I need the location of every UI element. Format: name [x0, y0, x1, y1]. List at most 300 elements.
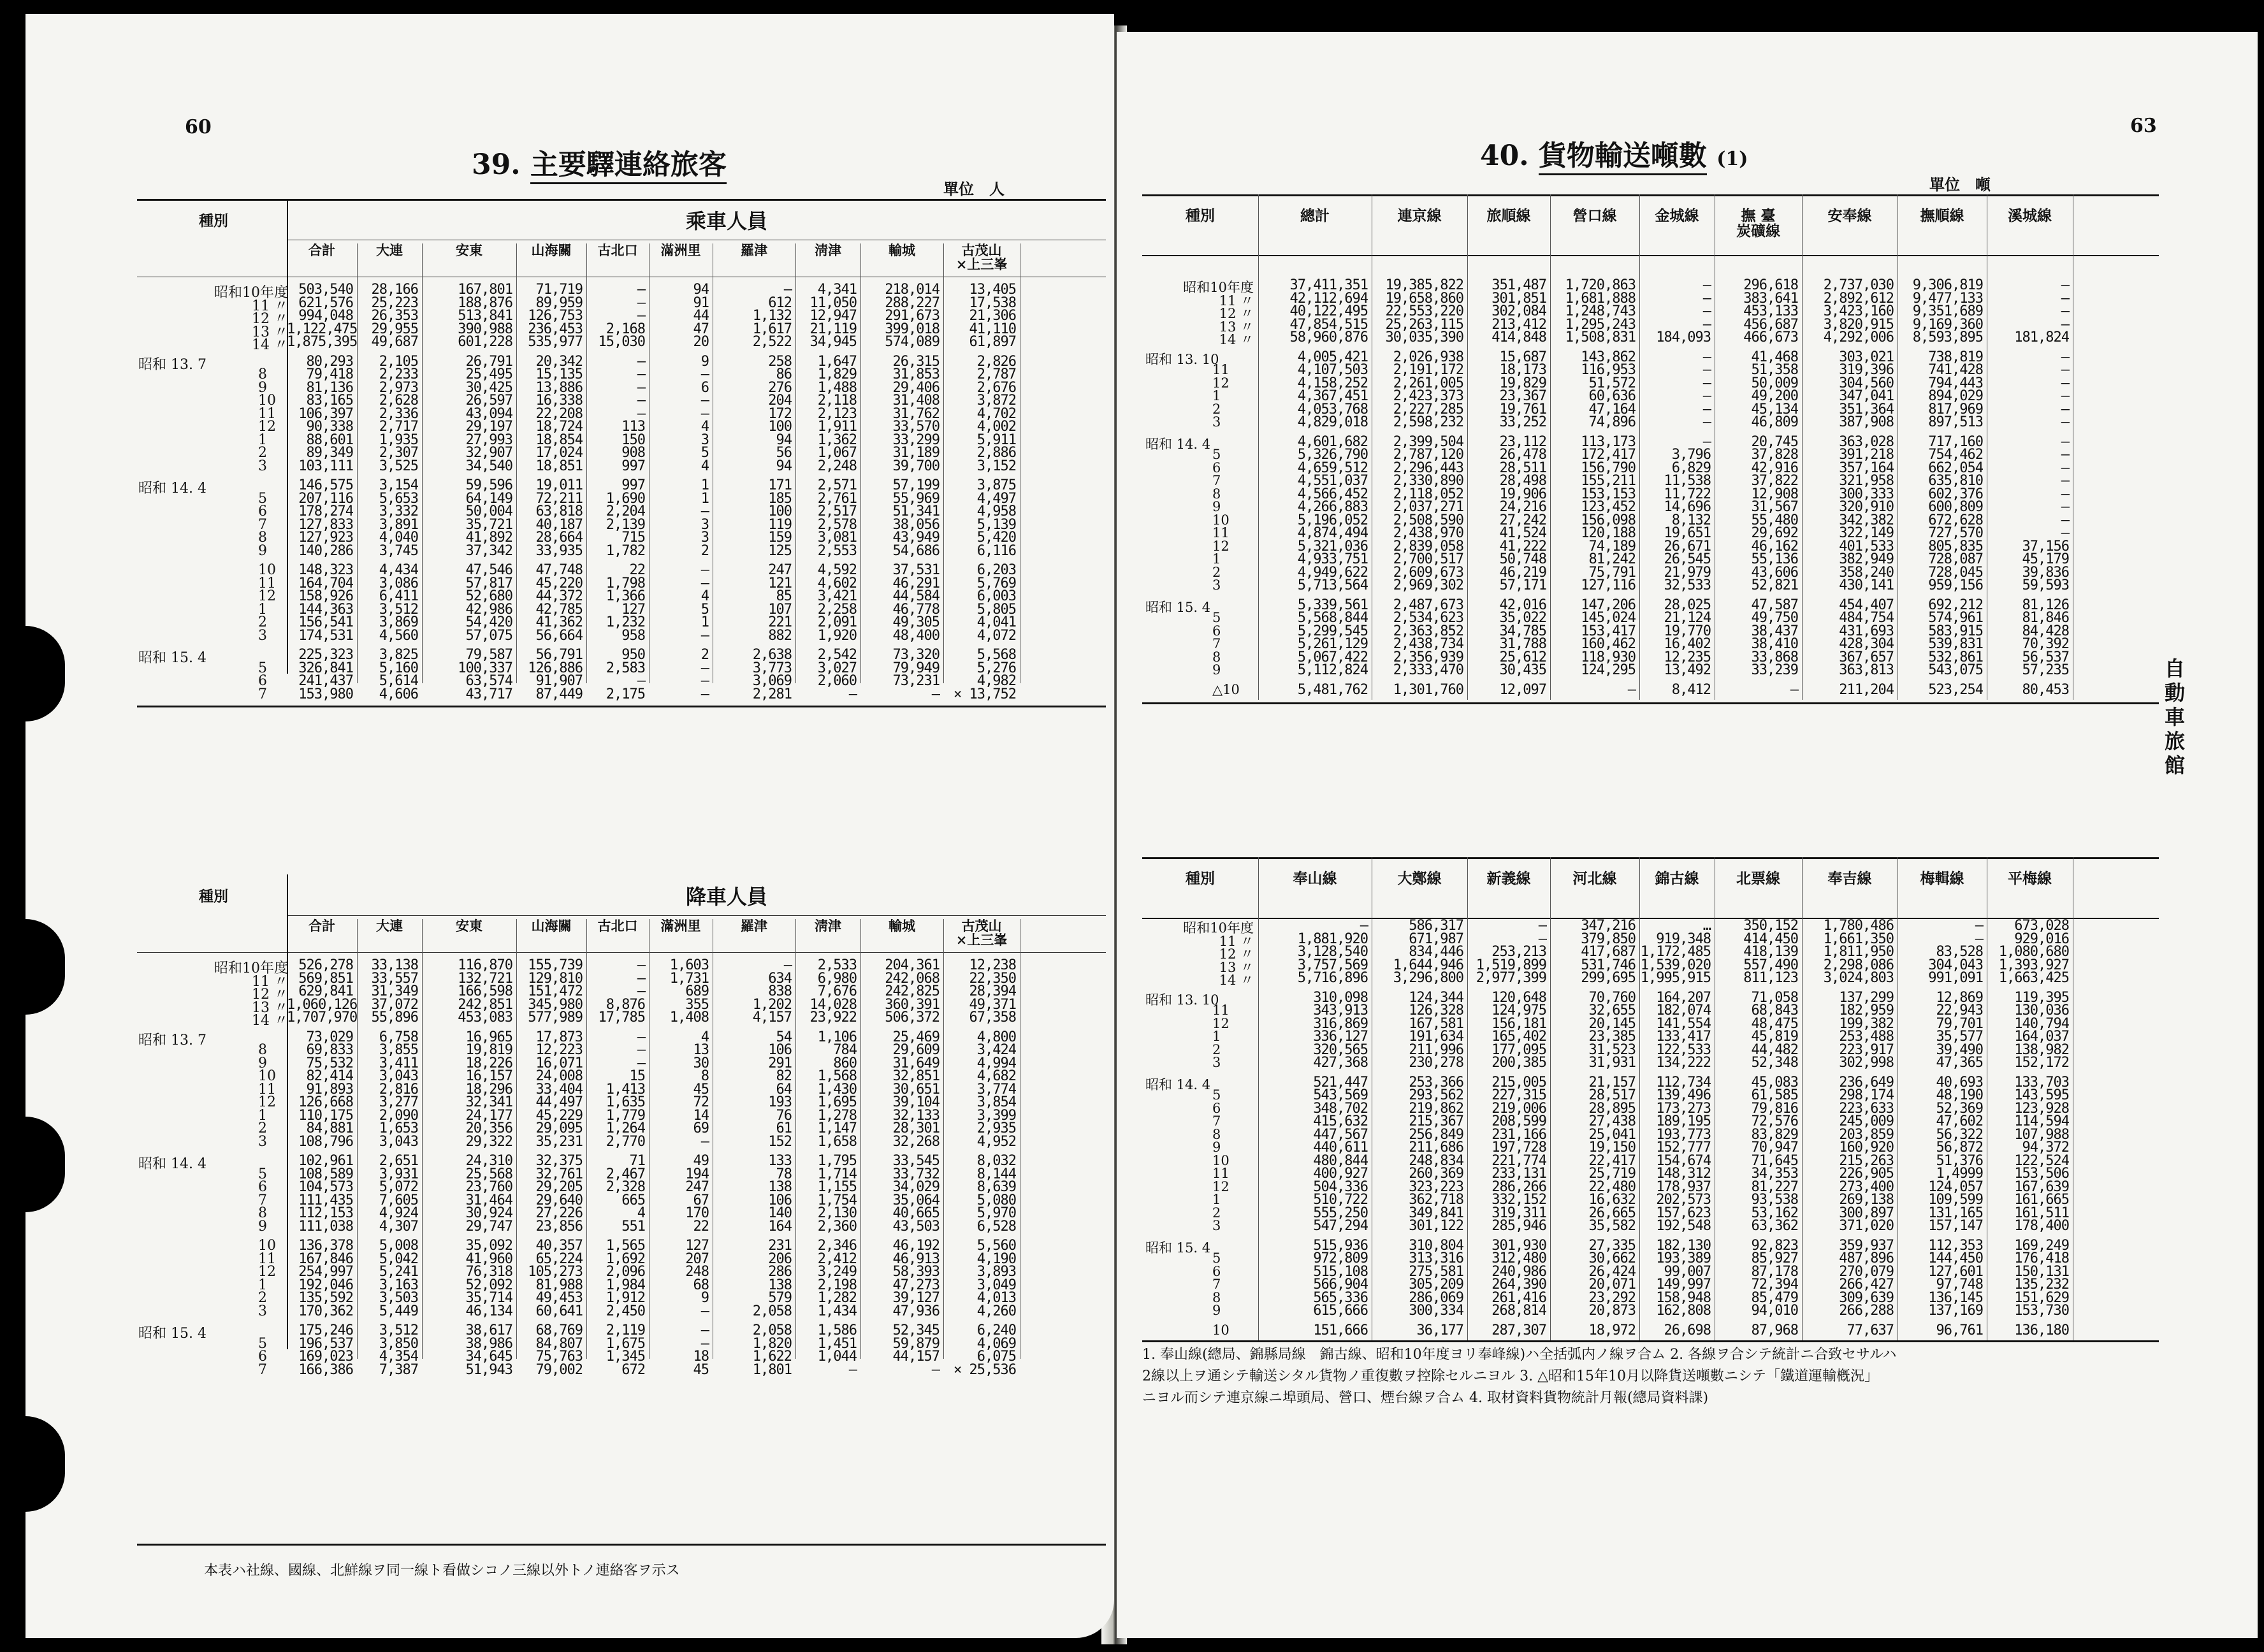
- column-header: 古北口: [597, 918, 638, 934]
- cell-value: 6,116: [976, 542, 1016, 559]
- cell-value: 326,841: [298, 660, 353, 676]
- cell-value: 13,886: [535, 379, 583, 396]
- cell-value: 85: [776, 588, 792, 604]
- cell-value: 33,935: [535, 542, 583, 559]
- cell-value: 113,173: [1581, 433, 1636, 450]
- section-title: 乘車人員: [685, 209, 767, 233]
- cell-value: 838: [768, 983, 792, 999]
- cell-value: 73,029: [306, 1029, 353, 1045]
- cell-value: 120,188: [1581, 525, 1636, 541]
- cell-value: 3,825: [379, 647, 418, 663]
- cell-value: 2,609,673: [1393, 564, 1463, 581]
- cell-value: 5,614: [379, 673, 418, 689]
- cell-value: —: [2061, 512, 2069, 528]
- cell-value: 94,010: [1751, 1303, 1798, 1319]
- cell-value: 158,926: [298, 588, 353, 604]
- cell-value: 26,671: [1664, 538, 1711, 554]
- cell-value: 203,859: [1839, 1126, 1894, 1143]
- cell-value: 48,190: [1936, 1087, 1983, 1103]
- cell-value: 211,686: [1409, 1140, 1463, 1156]
- cell-value: 4,260: [976, 1303, 1016, 1319]
- block-top-rule: [1142, 857, 2159, 859]
- cell-value: 41,524: [1499, 525, 1546, 541]
- header-bottom-rule: [137, 952, 1106, 953]
- cell-value: 4,952: [976, 1133, 1016, 1150]
- cell-value: 583,915: [1928, 623, 1983, 639]
- cell-value: 116,870: [458, 957, 512, 973]
- cell-value: 1,248,743: [1565, 303, 1636, 319]
- cell-value: 204,361: [885, 957, 940, 973]
- cell-value: 431,693: [1839, 623, 1894, 639]
- cell-value: 2,977,399: [1476, 970, 1546, 986]
- cell-value: 3,869: [379, 614, 418, 630]
- row-label: 3: [258, 627, 267, 644]
- cell-value: 2,522: [752, 334, 792, 350]
- cell-value: 94: [776, 458, 792, 474]
- cell-value: 41,892: [465, 530, 512, 546]
- page-number: 60: [185, 116, 212, 138]
- cell-value: 72,211: [535, 490, 583, 507]
- cell-value: 1,912: [606, 1290, 645, 1306]
- row-label: 10: [258, 393, 276, 409]
- cell-value: —: [783, 957, 792, 973]
- cell-value: 5,072: [379, 1179, 418, 1195]
- cell-value: 3,296,800: [1393, 970, 1463, 986]
- row-label: 5: [258, 490, 267, 507]
- cell-value: 2,058: [752, 1303, 792, 1319]
- cell-value: 89,349: [306, 445, 353, 461]
- cell-value: 1,430: [817, 1081, 857, 1098]
- cell-value: 672,628: [1928, 512, 1983, 528]
- cell-value: 26,698: [1664, 1322, 1711, 1338]
- cell-value: 2,935: [976, 1120, 1016, 1136]
- cell-value: 53,162: [1751, 1205, 1798, 1221]
- cell-value: —: [2061, 277, 2069, 293]
- cell-value: 35,092: [465, 1238, 512, 1254]
- cell-value: 1,920: [817, 627, 857, 644]
- cell-value: 415,632: [1313, 1113, 1368, 1129]
- cell-value: 56: [776, 445, 792, 461]
- cell-value: 23,856: [535, 1218, 583, 1235]
- cell-value: 33,299: [892, 431, 940, 448]
- row-label: 11 〃: [1219, 293, 1254, 308]
- cell-value: 286: [768, 1264, 792, 1280]
- cell-value: 165,402: [1491, 1029, 1546, 1045]
- cell-value: 149,997: [1656, 1277, 1711, 1293]
- row-label: 昭和 15. 4: [1145, 599, 1211, 615]
- cell-value: 106: [768, 1192, 792, 1208]
- column-header: 溪城線: [2008, 207, 2052, 224]
- cell-value: 178,274: [298, 504, 353, 519]
- cell-value: 157,623: [1656, 1205, 1711, 1221]
- cell-value: 2,761: [817, 490, 857, 507]
- cell-value: 959,156: [1928, 577, 1983, 593]
- row-label: 11: [258, 1081, 276, 1098]
- cell-value: 2,363,852: [1393, 623, 1463, 639]
- cell-value: 2,438,970: [1393, 525, 1463, 541]
- cell-value: 46,134: [465, 1303, 512, 1319]
- cell-value: 1,488: [817, 379, 857, 396]
- cell-value: 1,995,915: [1640, 970, 1711, 986]
- column-header: 總計: [1300, 207, 1330, 224]
- cell-value: 2,787: [976, 366, 1016, 382]
- cell-value: 44: [693, 308, 709, 324]
- cell-value: 351,364: [1839, 401, 1894, 417]
- cell-value: 188,876: [458, 294, 512, 311]
- cell-value: 64: [776, 1081, 792, 1098]
- cell-value: 124,975: [1491, 1003, 1546, 1018]
- cell-value: 15: [629, 1068, 645, 1084]
- cell-value: 1,681,888: [1565, 290, 1636, 307]
- cell-value: 137,299: [1839, 989, 1894, 1006]
- cell-value: 79,587: [465, 647, 512, 663]
- cell-value: 22: [629, 562, 645, 578]
- cell-value: 543,075: [1928, 662, 1983, 678]
- cell-value: 211,996: [1409, 1041, 1463, 1058]
- cell-value: 32,533: [1664, 577, 1711, 593]
- cell-value: 480,844: [1313, 1152, 1368, 1169]
- cell-value: —: [2061, 433, 2069, 450]
- row-label: 昭和10年度: [214, 960, 288, 976]
- cell-value: 20,342: [535, 353, 583, 370]
- cell-value: 156,181: [1491, 1015, 1546, 1032]
- cell-value: 79,816: [1751, 1100, 1798, 1117]
- cell-value: 2,336: [379, 405, 418, 422]
- cell-value: 241,437: [298, 673, 353, 689]
- cell-value: 55,969: [892, 490, 940, 507]
- row-label: 14 〃: [1219, 332, 1254, 347]
- cell-value: 106: [768, 1042, 792, 1058]
- cell-value: 515,936: [1313, 1237, 1368, 1254]
- cell-value: 4,682: [976, 1068, 1016, 1084]
- cell-value: 741,428: [1928, 362, 1983, 378]
- cell-value: 12,947: [809, 308, 857, 324]
- row-label: 8: [1212, 486, 1221, 502]
- cell-value: 35,231: [535, 1133, 583, 1150]
- cell-value: 2,258: [817, 601, 857, 618]
- cell-value: 484,754: [1839, 610, 1894, 626]
- cell-value: 20,745: [1751, 433, 1798, 450]
- cell-value: 727,570: [1928, 525, 1983, 541]
- cell-value: 242,851: [458, 996, 512, 1013]
- column-header: 安東: [456, 918, 483, 934]
- column-divider: [1467, 194, 1468, 700]
- cell-value: 897,513: [1928, 414, 1983, 430]
- row-label: 2: [258, 445, 267, 461]
- row-label: 5: [258, 660, 267, 676]
- cell-value: 5,261,129: [1297, 636, 1368, 652]
- cell-value: 2,676: [976, 379, 1016, 396]
- column-header: 撫順線: [1920, 207, 1964, 224]
- cell-value: 300,334: [1409, 1303, 1463, 1319]
- cell-value: 2,438,734: [1393, 636, 1463, 652]
- cell-value: 170,362: [298, 1303, 353, 1319]
- cell-value: 5,326,790: [1297, 447, 1368, 463]
- cell-value: 5,653: [379, 490, 418, 507]
- cell-value: 37,411,351: [1289, 277, 1368, 293]
- cell-value: 122,533: [1656, 1041, 1711, 1058]
- cell-value: 46,778: [892, 601, 940, 618]
- cell-value: 13: [693, 1042, 709, 1058]
- column-divider: [1550, 194, 1551, 700]
- cell-value: 635,810: [1928, 473, 1983, 489]
- cell-value: —: [848, 1361, 857, 1378]
- cell-value: 29,955: [371, 321, 418, 337]
- cell-value: 22,208: [535, 405, 583, 422]
- cell-value: 555,250: [1313, 1205, 1368, 1221]
- cell-value: 39,836: [2022, 564, 2069, 581]
- cell-value: 182,959: [1839, 1003, 1894, 1018]
- cell-value: 151,666: [1313, 1322, 1368, 1338]
- cell-value: 4,002: [976, 419, 1016, 435]
- cell-value: 4,367,451: [1297, 388, 1368, 404]
- row-label: 12: [1212, 1178, 1230, 1194]
- cell-value: 430,141: [1839, 577, 1894, 593]
- cell-value: 21,157: [1588, 1074, 1636, 1090]
- cell-value: 17,873: [535, 1029, 583, 1045]
- cell-value: 140,286: [298, 542, 353, 559]
- cell-value: 347,041: [1839, 388, 1894, 404]
- cell-value: 17,024: [535, 445, 583, 461]
- cell-value: 273,400: [1839, 1178, 1894, 1195]
- cell-value: 236,649: [1839, 1074, 1894, 1090]
- cell-value: 29,747: [465, 1218, 512, 1235]
- row-label: 9: [258, 379, 267, 396]
- cell-value: 63,362: [1751, 1218, 1798, 1234]
- cell-value: 689: [685, 983, 709, 999]
- cell-value: 63,574: [465, 673, 512, 689]
- column-header: 山海關: [531, 918, 572, 934]
- cell-value: 83,165: [306, 393, 353, 409]
- cell-value: 4: [700, 458, 709, 474]
- row-label: 6: [258, 1179, 267, 1195]
- cell-value: 46,162: [1751, 538, 1798, 554]
- cell-value: 49,687: [371, 334, 418, 350]
- cell-value: 1,508,831: [1565, 330, 1636, 345]
- cell-value: 22,417: [1588, 1152, 1636, 1169]
- cell-value: 5,112,824: [1297, 662, 1368, 678]
- cell-value: 301,122: [1409, 1218, 1463, 1234]
- cell-value: 151,472: [528, 983, 583, 999]
- cell-value: 132,721: [458, 970, 512, 987]
- cell-value: 7,605: [379, 1192, 418, 1208]
- cell-value: 612: [768, 294, 792, 311]
- cell-value: 169,249: [2014, 1237, 2069, 1254]
- cell-value: 5,970: [976, 1205, 1016, 1221]
- cell-value: 253,366: [1409, 1074, 1463, 1090]
- cell-value: —: [1702, 362, 1711, 378]
- cell-value: 320,565: [1313, 1041, 1368, 1058]
- cell-value: 417,687: [1581, 944, 1636, 960]
- cell-value: 362,718: [1409, 1192, 1463, 1208]
- cell-value: 1,539,020: [1640, 957, 1711, 973]
- cell-value: 29,692: [1751, 525, 1798, 541]
- cell-value: 882: [768, 627, 792, 644]
- cell-value: 4,292,006: [1823, 330, 1894, 345]
- cell-value: 291,673: [885, 308, 940, 324]
- cell-value: 167,801: [458, 282, 512, 298]
- cell-value: —: [1538, 931, 1546, 947]
- row-label: 1: [258, 1277, 267, 1293]
- cell-value: 2,467: [606, 1166, 645, 1182]
- row-label: 1: [1212, 388, 1221, 403]
- row-label: 3: [258, 458, 267, 474]
- cell-value: 159: [768, 530, 792, 546]
- row-label: 6: [1212, 1263, 1221, 1279]
- cell-value: 515,108: [1313, 1263, 1368, 1280]
- cell-value: 81,846: [2022, 610, 2069, 626]
- cell-value: 21,124: [1664, 610, 1711, 626]
- cell-value: 532,861: [1928, 649, 1983, 665]
- cell-value: 219,006: [1491, 1100, 1546, 1117]
- cell-value: 29,609: [892, 1042, 940, 1058]
- cell-value: —: [1702, 290, 1711, 307]
- cell-value: 93,538: [1751, 1192, 1798, 1208]
- cell-value: 2,542: [817, 647, 857, 663]
- row-label: 2: [1212, 1041, 1221, 1057]
- cell-value: 3,512: [379, 1322, 418, 1338]
- cell-value: 6,240: [976, 1322, 1016, 1338]
- row-label: 昭和 13. 10: [1145, 992, 1219, 1008]
- cell-value: 440,611: [1313, 1140, 1368, 1156]
- column-header: 輸城: [889, 242, 915, 258]
- row-label: 昭和10年度: [214, 285, 288, 301]
- cell-value: 3,081: [817, 530, 857, 546]
- cell-value: 49,371: [969, 996, 1016, 1013]
- cell-value: 4,053,768: [1297, 401, 1368, 417]
- cell-value: 12,235: [1664, 649, 1711, 665]
- cell-value: 2,628: [379, 393, 418, 409]
- cell-value: 22,553,220: [1385, 303, 1463, 319]
- cell-value: 26,315: [892, 353, 940, 370]
- cell-value: 32,907: [465, 445, 512, 461]
- cell-value: 136,145: [1928, 1289, 1983, 1306]
- cell-value: 97,748: [1936, 1277, 1983, 1293]
- cell-value: 204: [768, 393, 792, 409]
- row-label: 12: [258, 588, 276, 604]
- cell-value: 4,341: [817, 282, 857, 298]
- cell-value: 25,263,115: [1385, 316, 1463, 333]
- cell-value: 56,322: [1936, 1126, 1983, 1143]
- cell-value: 71,058: [1751, 989, 1798, 1006]
- cell-value: 1,661,350: [1823, 931, 1894, 947]
- cell-value: 309,639: [1839, 1289, 1894, 1306]
- cell-value: 2,281: [752, 686, 792, 702]
- cell-value: 48,475: [1751, 1015, 1798, 1032]
- cell-value: 150,131: [2014, 1263, 2069, 1280]
- cell-value: 70,947: [1751, 1140, 1798, 1156]
- cell-value: 1,780,486: [1823, 918, 1894, 934]
- cell-value: 4,994: [976, 1055, 1016, 1071]
- cell-value: 27,335: [1588, 1237, 1636, 1254]
- cell-value: 5,481,762: [1297, 681, 1368, 698]
- cell-value: 551: [621, 1218, 645, 1235]
- row-label: 11: [1212, 525, 1230, 540]
- cell-value: 1,155: [817, 1179, 857, 1195]
- cell-value: 69,833: [306, 1042, 353, 1058]
- cell-value: 143,862: [1581, 349, 1636, 365]
- cell-value: 1,413: [606, 1081, 645, 1098]
- cell-value: 303,021: [1839, 349, 1894, 365]
- cell-value: 3,277: [379, 1094, 418, 1110]
- cell-value: 4,157: [752, 1010, 792, 1025]
- column-header: 淸津: [815, 918, 841, 934]
- cell-value: 155,739: [528, 957, 583, 973]
- cell-value: —: [1975, 918, 1983, 934]
- cell-value: 2,553: [817, 542, 857, 559]
- cell-value: 56,664: [535, 627, 583, 644]
- cell-value: 15,687: [1499, 349, 1546, 365]
- cell-value: 4,354: [379, 1349, 418, 1365]
- cell-value: 400,927: [1313, 1166, 1368, 1182]
- cell-value: 1,282: [817, 1290, 857, 1306]
- row-label: 7: [1212, 473, 1221, 488]
- cell-value: 30: [693, 1055, 709, 1071]
- row-label: 8: [1212, 1289, 1221, 1305]
- cell-value: 94: [693, 282, 709, 298]
- left-page: [25, 14, 1114, 1638]
- cell-value: 25,495: [465, 366, 512, 382]
- cell-value: 47,164: [1588, 401, 1636, 417]
- row-label: 13 〃: [252, 999, 288, 1016]
- cell-value: 192,548: [1656, 1218, 1711, 1234]
- cell-value: 152: [768, 1133, 792, 1150]
- cell-value: 31,788: [1499, 636, 1546, 652]
- cell-value: 4,958: [976, 504, 1016, 519]
- cell-value: 245,009: [1839, 1113, 1894, 1129]
- cell-value: 55,136: [1751, 551, 1798, 567]
- cell-value: —: [637, 957, 645, 973]
- cell-value: 46,913: [892, 1250, 940, 1267]
- cell-value: 33,868: [1751, 649, 1798, 665]
- cell-value: 2,130: [817, 1205, 857, 1221]
- cell-value: 119,395: [2014, 989, 2069, 1006]
- cell-value: 390,988: [458, 321, 512, 337]
- cell-value: 40,665: [892, 1205, 940, 1221]
- cell-value: 950: [621, 647, 645, 663]
- cell-value: 19,011: [535, 477, 583, 493]
- cell-value: 100: [768, 419, 792, 435]
- cell-value: 535,977: [528, 334, 583, 350]
- cell-value: 81,242: [1588, 551, 1636, 567]
- cell-value: 12,097: [1499, 681, 1546, 698]
- column-header: 滿洲里: [660, 918, 701, 934]
- cell-value: 148,323: [298, 562, 353, 578]
- page-hole: [25, 626, 65, 721]
- cell-value: 42,016: [1499, 597, 1546, 613]
- block-bottom-rule: [1142, 702, 2159, 704]
- cell-value: —: [1702, 401, 1711, 417]
- cell-value: 2,533: [817, 957, 857, 973]
- cell-value: 192,046: [298, 1277, 353, 1293]
- cell-value: 77,637: [1847, 1322, 1894, 1338]
- header-bottom-rule: [1142, 255, 2159, 256]
- cell-value: 3,069: [752, 673, 792, 689]
- cell-value: 21,306: [969, 308, 1016, 324]
- row-label: 2: [1212, 564, 1221, 580]
- row-label: 7: [258, 1192, 267, 1208]
- cell-value: 49,200: [1751, 388, 1798, 404]
- cell-value: 143,595: [2014, 1087, 2069, 1103]
- cell-value: 30,425: [465, 379, 512, 396]
- cell-value: 1,635: [606, 1094, 645, 1110]
- cell-value: 37,828: [1751, 447, 1798, 463]
- cell-value: 5,008: [379, 1238, 418, 1254]
- cell-value: 11,050: [809, 294, 857, 311]
- cell-value: 189,195: [1656, 1113, 1711, 1129]
- row-label: 7: [258, 1361, 267, 1378]
- cell-value: 5,321,036: [1297, 538, 1368, 554]
